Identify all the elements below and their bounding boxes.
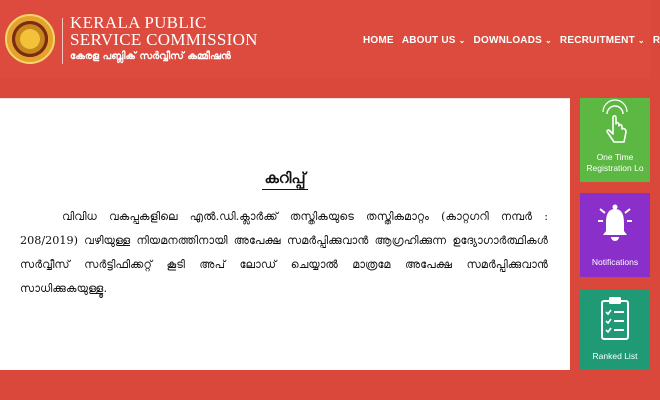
footer-strip bbox=[0, 370, 650, 400]
site-header bbox=[0, 0, 660, 78]
org-title-malayalam: കേരള പബ്ലിക് സർവ്വീസ് കമ്മീഷൻ bbox=[70, 51, 231, 62]
tap-hand-icon bbox=[598, 106, 632, 150]
notice-body: വിവിധ വകപ്പകളിലെ എൽ.ഡി.ക്ലാർക്ക് തസ്തികയുടെ തസ്തികമാറ്റം (കാറ്റഗറി നമ്പർ : 208/2019) വഴിയുള്ള നിയമനത്തിനായി അപേക്ഷ സമർപ്പിക്കുവാൻ ആഗ്രഹിക്കുന്ന ഉദ്യോഗാർത്ഥികൾ സർവ്വീസ് സർട്ടിഫിക്കറ്റ് കൂടി അപ് ലോഡ് ചെയ്യാൽ മാത്രമേ അപേക്ഷ സമർപ്പിക്കുവാൻ സാധിക്കുകയുള്ളൂ. bbox=[20, 210, 548, 295]
ranked-list-tile[interactable] bbox=[580, 289, 650, 370]
nav-home[interactable] bbox=[363, 33, 394, 47]
org-title-line1: KERALA PUBLIC bbox=[70, 13, 207, 32]
notice-title bbox=[0, 169, 570, 187]
checklist-clipboard-icon bbox=[598, 295, 632, 343]
main-nav bbox=[363, 33, 660, 47]
notice-card bbox=[0, 98, 570, 370]
nav-recruitment-label: RECRUITMENT bbox=[559, 34, 635, 46]
nav-home-label: HOME bbox=[363, 34, 394, 46]
org-title-line2: SERVICE COMMISSION bbox=[70, 30, 258, 49]
nav-downloads[interactable] bbox=[474, 33, 552, 47]
chevron-down-icon: ⌄ bbox=[458, 35, 466, 45]
bell-icon bbox=[595, 201, 635, 245]
notice-title-text: കറിപ്പ് bbox=[262, 169, 307, 190]
nav-results-label: R bbox=[652, 34, 660, 46]
nav-downloads-label: DOWNLOADS bbox=[473, 34, 543, 46]
tile-label: Registration Lo bbox=[586, 163, 644, 173]
org-title[interactable] bbox=[70, 14, 258, 48]
tile-label: Notifications bbox=[591, 257, 639, 267]
kerala-emblem-seal[interactable] bbox=[5, 14, 55, 64]
tile-label: One Time bbox=[596, 152, 634, 162]
chevron-down-icon: ⌄ bbox=[637, 35, 645, 45]
nav-results-truncated[interactable] bbox=[653, 33, 660, 47]
chevron-down-icon: ⌄ bbox=[545, 35, 552, 45]
logo-divider bbox=[62, 18, 63, 64]
nav-about-us[interactable] bbox=[402, 33, 466, 47]
notifications-tile[interactable] bbox=[580, 193, 650, 277]
nav-recruitment[interactable] bbox=[560, 33, 645, 47]
tile-label: Ranked List bbox=[592, 351, 638, 361]
nav-about-us-label: ABOUT US bbox=[401, 34, 456, 46]
one-time-registration-tile[interactable] bbox=[580, 98, 650, 182]
